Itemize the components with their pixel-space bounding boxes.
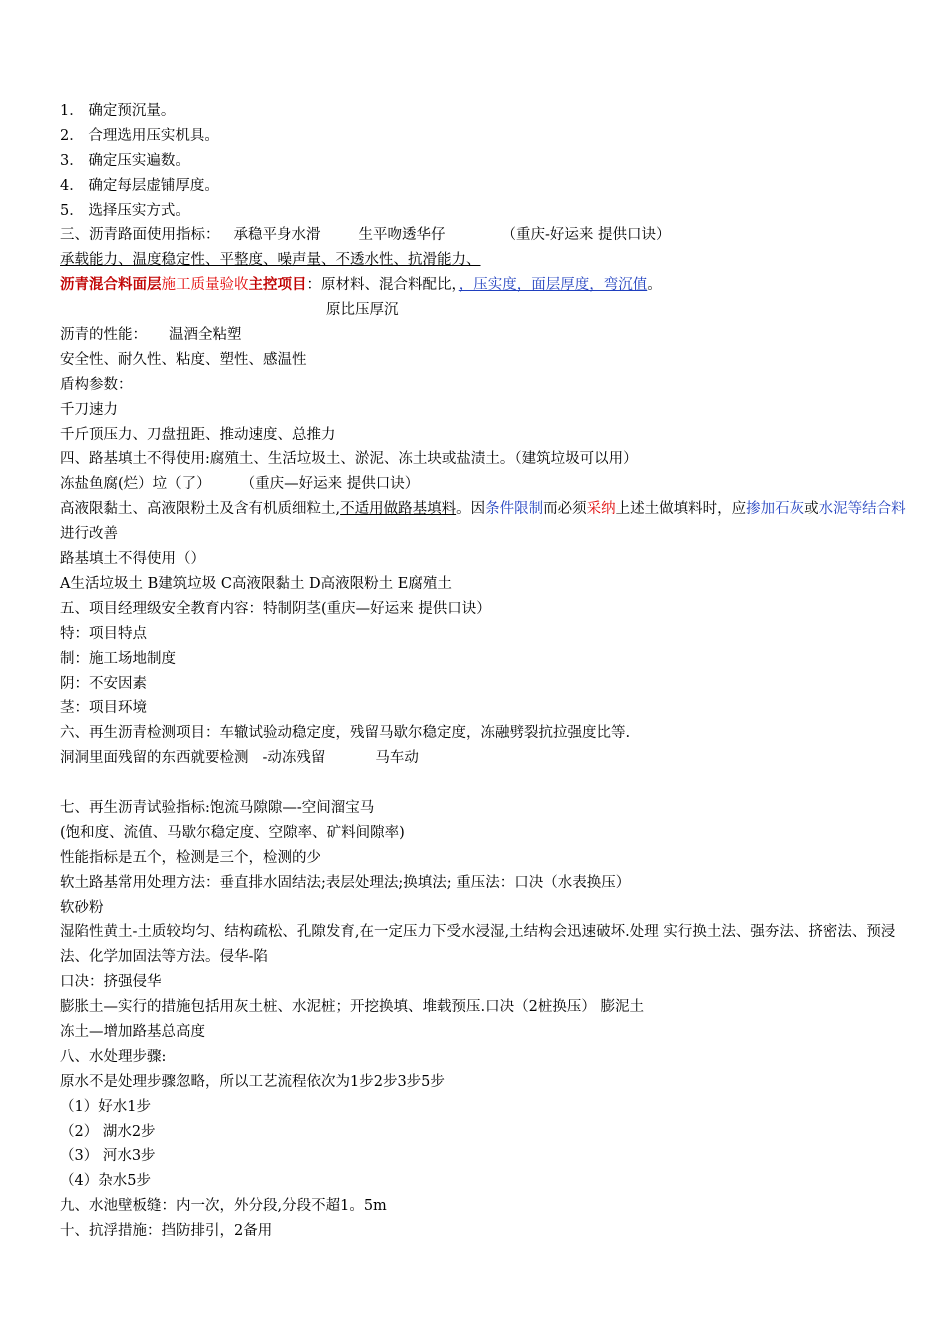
- text-line: (饱和度、流值、马歇尔稳定度、空隙率、矿料间隙率): [60, 824, 405, 841]
- text-line: 千斤顶压力、刀盘扭距、推动速度、总推力: [60, 426, 336, 443]
- text-line: 制：施工场地制度: [60, 650, 176, 667]
- text-line: 沥青的性能： 温酒全粘塑: [60, 327, 242, 344]
- section-heading-pool-wall: 九、水池壁板缝：内一次，外分段,分段不超1。5m: [60, 1198, 387, 1215]
- list-item: （1）好水1步: [60, 1098, 151, 1115]
- text-line: A生活垃圾土 B建筑垃圾 C高液限黏土 D高液限粉土 E腐殖土: [60, 575, 452, 592]
- list-item: 3． 确定压实遍数。: [60, 152, 190, 169]
- text-paragraph: 湿陷性黄土-土质较均匀、结构疏松、孔隙发育,在一定压力下受水浸湿,土结构会迅速破坏.处理 实行换土法、强夯法、挤密法、预浸法、化学加固法等方法。侵华-陷: [60, 924, 896, 966]
- text-line: 冻土—增加路基总高度: [60, 1024, 205, 1041]
- text-line: 软砂粉: [60, 899, 104, 916]
- text-line: 承载能力、温度稳定性、平整度、噪声量、不透水性、抗滑能力、: [60, 252, 481, 269]
- text-line: 性能指标是五个，检测是三个，检测的少: [60, 849, 321, 866]
- mnemonic-line: 原比压厚沉: [326, 302, 399, 319]
- text-line: 阴：不安因素: [60, 675, 147, 692]
- text-line-highlighted: 沥青混合料面层施工质量验收主控项目：原材料、混合料配比，，压实度，面层厚度，弯沉值。: [60, 276, 662, 294]
- section-heading-recycled-asphalt: 六、再生沥青检测项目：车辙试验动稳定度，残留马歇尔稳定度，冻融劈裂抗拉强度比等.: [60, 725, 631, 742]
- text-line: 路基填土不得使用（）: [60, 551, 205, 568]
- list-item: （2） 湖水2步: [60, 1123, 156, 1140]
- text-line: 千刀速力: [60, 401, 118, 418]
- document-page: [60, 99, 910, 1244]
- text-line: 盾构参数：: [60, 376, 133, 393]
- text-line: 安全性、耐久性、粘度、塑性、感温性: [60, 351, 307, 368]
- text-line: 软土路基常用处理方法：垂直排水固结法;表层处理法;换填法; 重压法：口决（水表换压）: [60, 874, 631, 891]
- section-heading-anti-float: 十、抗浮措施：挡防排引，2备用: [60, 1223, 273, 1240]
- list-item: 4． 确定每层虚铺厚度。: [60, 177, 219, 194]
- section-heading-safety-education: 五、项目经理级安全教育内容：特制阴茎(重庆—好运来 提供口诀）: [60, 600, 491, 617]
- text-line: 冻盐鱼腐(烂）垃（了） （重庆—好运来 提供口诀）: [60, 476, 420, 493]
- text-line: 特：项目特点: [60, 625, 147, 642]
- section-heading-subgrade-fill: 四、路基填土不得使用:腐殖土、生活垃圾土、淤泥、冻土块或盐渍土。（建筑垃圾可以用）: [60, 451, 638, 468]
- text-line: 茎：项目环境: [60, 700, 147, 717]
- list-item: 5． 选择压实方式。: [60, 202, 190, 219]
- section-heading-water-treatment: 八、水处理步骤:: [60, 1048, 167, 1065]
- list-item: （3） 河水3步: [60, 1148, 156, 1165]
- blank-line: [60, 771, 910, 796]
- section-heading-asphalt-indicators: 三、沥青路面使用指标： 承稳平身水滑 生平吻透华仔 （重庆-好运来 提供口诀）: [60, 227, 671, 244]
- section-heading-recycled-asphalt-test: 七、再生沥青试验指标:饱流马隙隙—-空间溜宝马: [60, 799, 375, 816]
- text-paragraph: 高液限黏土、高液限粉土及含有机质细粒土,不适用做路基填料。因条件限制而必须采纳上述土做填料时，应掺加石灰或水泥等结合料进行改善: [60, 501, 906, 543]
- text-line: 洞洞里面残留的东西就要检测 -动冻残留 马车动: [60, 750, 419, 767]
- list-item: （4）杂水5步: [60, 1173, 151, 1190]
- text-line: 膨胀土—实行的措施包括用灰土桩、水泥桩；开挖换填、堆载预压.口决（2桩换压） 膨泥土: [60, 999, 644, 1016]
- text-line: 原水不是处理步骤忽略，所以工艺流程依次为1步2步3步5步: [60, 1073, 445, 1090]
- list-item: 1． 确定预沉量。: [60, 103, 176, 119]
- text-line: 口决：挤强侵华: [60, 974, 162, 991]
- list-item: 2． 合理选用压实机具。: [60, 127, 219, 144]
